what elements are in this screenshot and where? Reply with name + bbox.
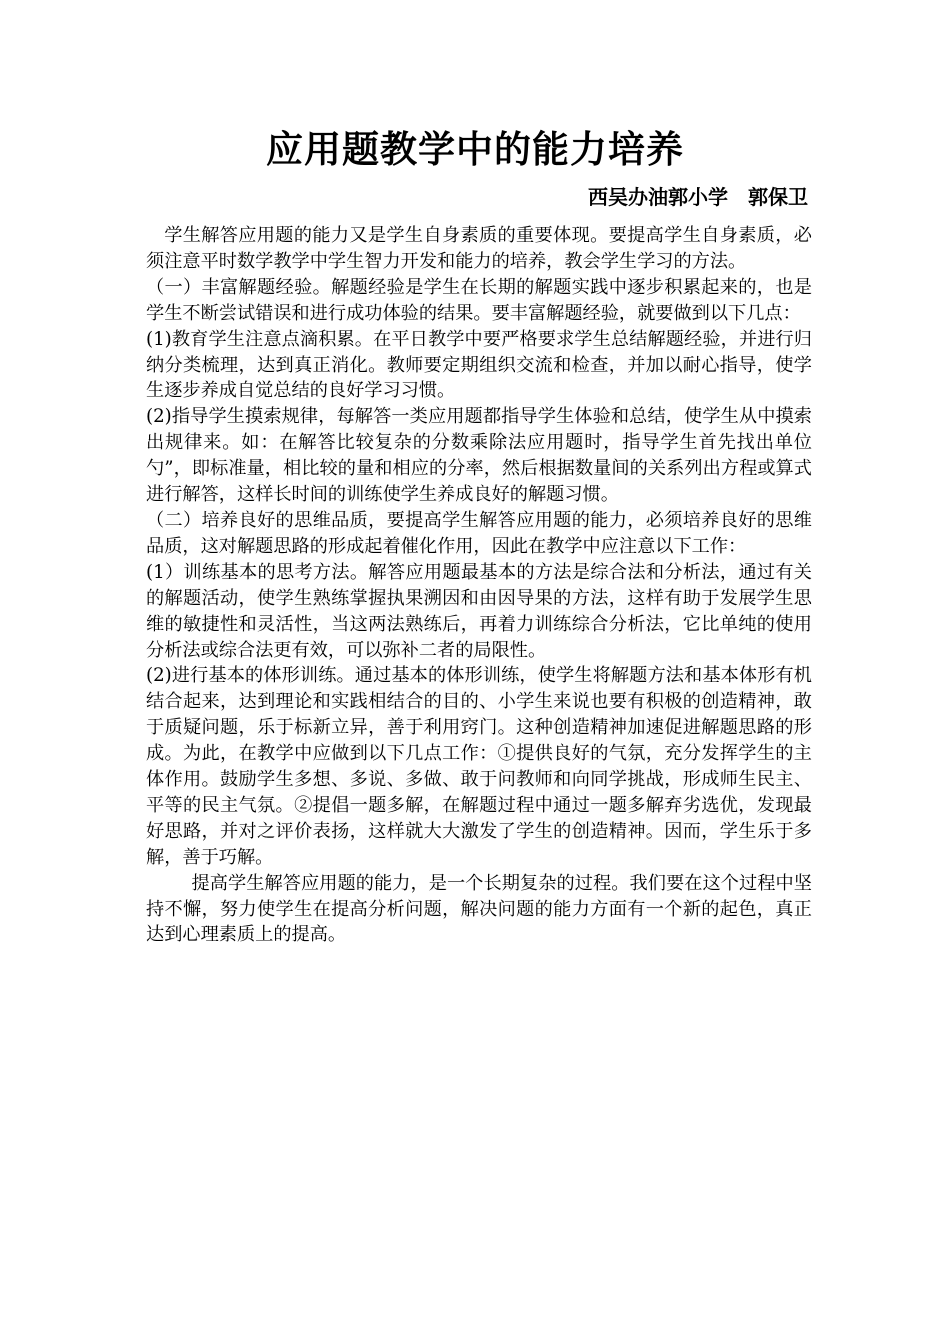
document-body [146, 223, 812, 948]
paragraph-section-2: （二）培养良好的思维品质，要提高学生解答应用题的能力，必须培养良好的思维品质，这对解题思路的形成起着催化作用，因此在教学中应注意以下工作： [146, 509, 812, 557]
paragraph-conclusion: 提高学生解答应用题的能力，是一个长期复杂的过程。我们要在这个过程中坚持不懈，努力使学生在提高分析问题，解决问题的能力方面有一个新的起色，真正达到心理素质上的提高。 [146, 872, 812, 946]
document-title: 应用题教学中的能力培养 [266, 128, 684, 171]
author-line: 西吴办油郭小学 郭保卫 [588, 185, 808, 209]
paragraph-intro: 学生解答应用题的能力又是学生自身素质的重要体现。要提高学生自身素质，必须注意平时数学教学中学生智力开发和能力的培养，教会学生学习的方法。 [146, 225, 812, 272]
paragraph-item-1-1: (1)教育学生注意点滴积累。在平日教学中要严格要求学生总结解题经验，并进行归纳分类梳理，达到真正消化。教师要定期组织交流和检查，并加以耐心指导，使学生逐步养成自觉总结的良好学习习惯。 [146, 328, 812, 402]
paragraph-section-1: （一）丰富解题经验。解题经验是学生在长期的解题实践中逐步积累起来的，也是学生不断尝试错误和进行成功体验的结果。要丰富解题经验，就要做到以下几点： [146, 276, 812, 324]
paragraph-item-2-1: (1）训练基本的思考方法。解答应用题最基本的方法是综合法和分析法，通过有关的解题活动，使学生熟练掌握执果溯因和由因导果的方法，这样有助于发展学生思维的敏捷性和灵活性，当这两法熟练后，再着力训练综合分析法，它比单纯的使用分析法或综合法更有效，可以弥补二者的局限性。 [146, 561, 812, 661]
paragraph-item-2-2: (2)进行基本的体形训练。通过基本的体形训练，使学生将解题方法和基本体形有机结合起来，达到理论和实践相结合的目的、小学生来说也要有积极的创造精神，敢于质疑问题，乐于标新立异，善于利用窍门。这种创造精神加速促进解题思路的形成。为此，在教学中应做到以下几点工作：①提供良好的气氛，充分发挥学生的主体作用。鼓励学生多想、多说、多做、敢于问教师和向同学挑战，形成师生民主、平等的民主气氛。②提倡一题多解，在解题过程中通过一题多解弃劣选优，发现最好思路，并对之评价表扬，这样就大大激发了学生的创造精神。因而，学生乐于多解，善于巧解。 [146, 665, 812, 868]
paragraph-item-1-2: (2)指导学生摸索规律，每解答一类应用题都指导学生体验和总结，使学生从中摸索出规律来。如：在解答比较复杂的分数乘除法应用题时，指导学生首先找出单位勺”，即标准量，相比较的量和相应的分率，然后根据数量间的关系列出方程或算式进行解答，这样长时间的训练使学生养成良好的解题习惯。 [146, 406, 812, 506]
